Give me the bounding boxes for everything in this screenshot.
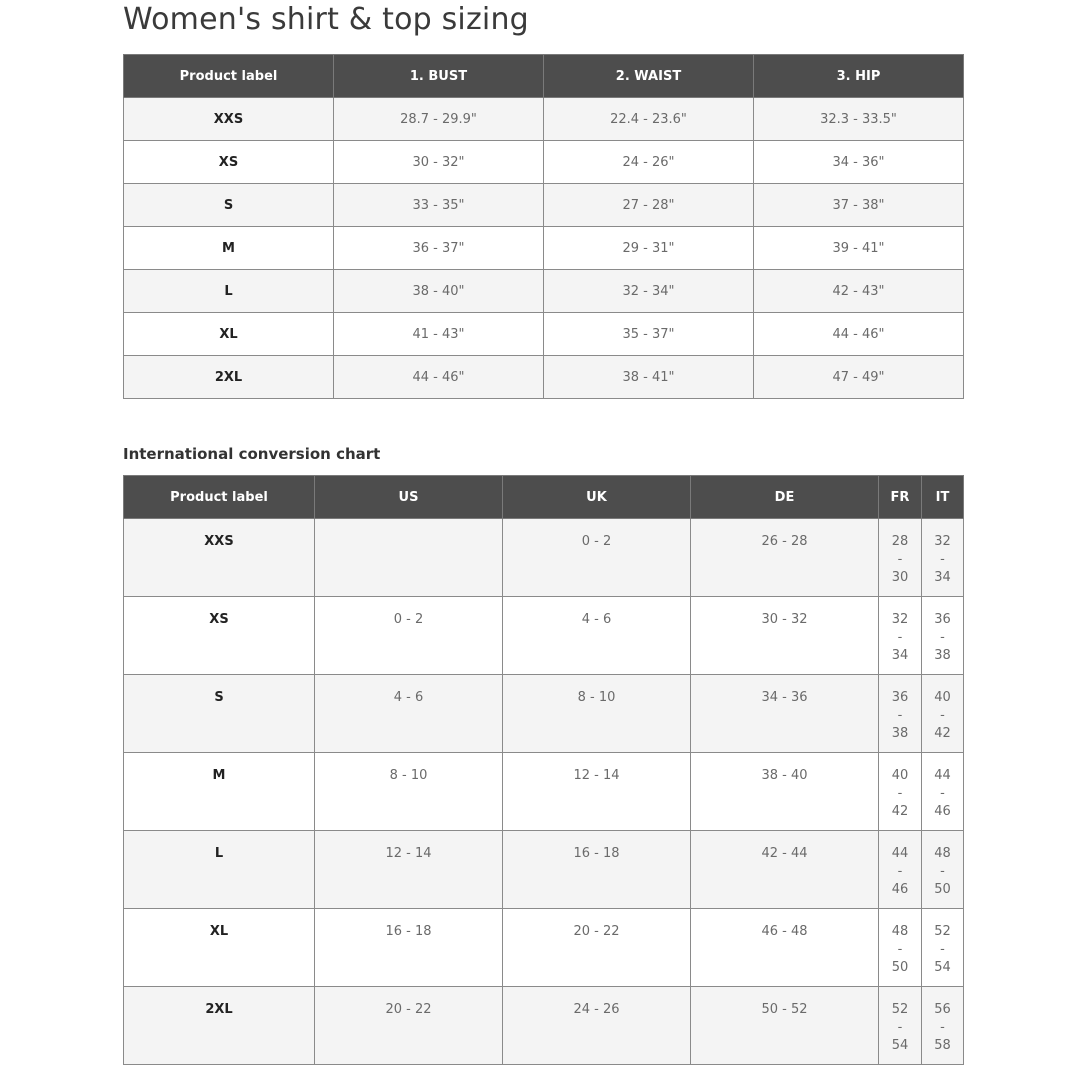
waist-value: 29 - 31" [544,227,754,270]
size-label: XXS [124,98,334,141]
size-label: XL [124,313,334,356]
uk-value: 8 - 10 [503,675,691,753]
bust-value: 44 - 46" [334,356,544,399]
waist-value: 24 - 26" [544,141,754,184]
bust-value: 33 - 35" [334,184,544,227]
fr-value: 40 - 42 [879,753,922,831]
waist-value: 38 - 41" [544,356,754,399]
us-value [315,519,503,597]
bust-value: 30 - 32" [334,141,544,184]
it-value: 56 - 58 [922,987,964,1065]
de-value: 34 - 36 [691,675,879,753]
hip-value: 32.3 - 33.5" [754,98,964,141]
us-value: 4 - 6 [315,675,503,753]
sizing-table [123,54,964,399]
it-value: 44 - 46 [922,753,964,831]
waist-value: 27 - 28" [544,184,754,227]
bust-value: 41 - 43" [334,313,544,356]
waist-value: 22.4 - 23.6" [544,98,754,141]
de-value: 38 - 40 [691,753,879,831]
uk-value: 24 - 26 [503,987,691,1065]
hip-value: 37 - 38" [754,184,964,227]
it-value: 52 - 54 [922,909,964,987]
hip-value: 47 - 49" [754,356,964,399]
table-row [124,141,964,184]
waist-value: 32 - 34" [544,270,754,313]
conversion-header-row [124,476,964,519]
hip-value: 34 - 36" [754,141,964,184]
sizing-header-product-label: Product label [124,55,334,98]
table-row [124,270,964,313]
de-value: 42 - 44 [691,831,879,909]
de-value: 46 - 48 [691,909,879,987]
table-row [124,98,964,141]
it-value: 40 - 42 [922,675,964,753]
conversion-header-us: US [315,476,503,519]
table-row [124,675,964,753]
table-row [124,987,964,1065]
fr-value: 28 - 30 [879,519,922,597]
size-label: S [124,675,315,753]
bust-value: 38 - 40" [334,270,544,313]
fr-value: 32 - 34 [879,597,922,675]
it-value: 48 - 50 [922,831,964,909]
table-row [124,313,964,356]
table-row [124,597,964,675]
fr-value: 48 - 50 [879,909,922,987]
size-label: XS [124,141,334,184]
it-value: 32 - 34 [922,519,964,597]
page-title: Women's shirt & top sizing [123,2,529,37]
size-label: L [124,831,315,909]
sizing-header-row [124,55,964,98]
waist-value: 35 - 37" [544,313,754,356]
uk-value: 20 - 22 [503,909,691,987]
size-label: XL [124,909,315,987]
fr-value: 36 - 38 [879,675,922,753]
table-row [124,753,964,831]
conversion-header-de: DE [691,476,879,519]
sizing-header-hip: 3. HIP [754,55,964,98]
uk-value: 12 - 14 [503,753,691,831]
hip-value: 39 - 41" [754,227,964,270]
hip-value: 42 - 43" [754,270,964,313]
table-row [124,184,964,227]
conversion-header-it: IT [922,476,964,519]
conversion-header-fr: FR [879,476,922,519]
sizing-header-waist: 2. WAIST [544,55,754,98]
sizing-header-bust: 1. BUST [334,55,544,98]
de-value: 50 - 52 [691,987,879,1065]
fr-value: 52 - 54 [879,987,922,1065]
uk-value: 16 - 18 [503,831,691,909]
hip-value: 44 - 46" [754,313,964,356]
us-value: 20 - 22 [315,987,503,1065]
bust-value: 36 - 37" [334,227,544,270]
size-label: XXS [124,519,315,597]
size-label: S [124,184,334,227]
us-value: 8 - 10 [315,753,503,831]
us-value: 0 - 2 [315,597,503,675]
us-value: 16 - 18 [315,909,503,987]
conversion-header-uk: UK [503,476,691,519]
conversion-header-product-label: Product label [124,476,315,519]
uk-value: 0 - 2 [503,519,691,597]
fr-value: 44 - 46 [879,831,922,909]
size-label: M [124,227,334,270]
size-label: M [124,753,315,831]
table-row [124,227,964,270]
size-label: 2XL [124,356,334,399]
conversion-chart-title: International conversion chart [123,445,381,463]
it-value: 36 - 38 [922,597,964,675]
us-value: 12 - 14 [315,831,503,909]
de-value: 30 - 32 [691,597,879,675]
de-value: 26 - 28 [691,519,879,597]
table-row [124,909,964,987]
size-label: 2XL [124,987,315,1065]
uk-value: 4 - 6 [503,597,691,675]
table-row [124,519,964,597]
conversion-table [123,475,964,1065]
size-label: XS [124,597,315,675]
size-label: L [124,270,334,313]
bust-value: 28.7 - 29.9" [334,98,544,141]
table-row [124,831,964,909]
table-row [124,356,964,399]
